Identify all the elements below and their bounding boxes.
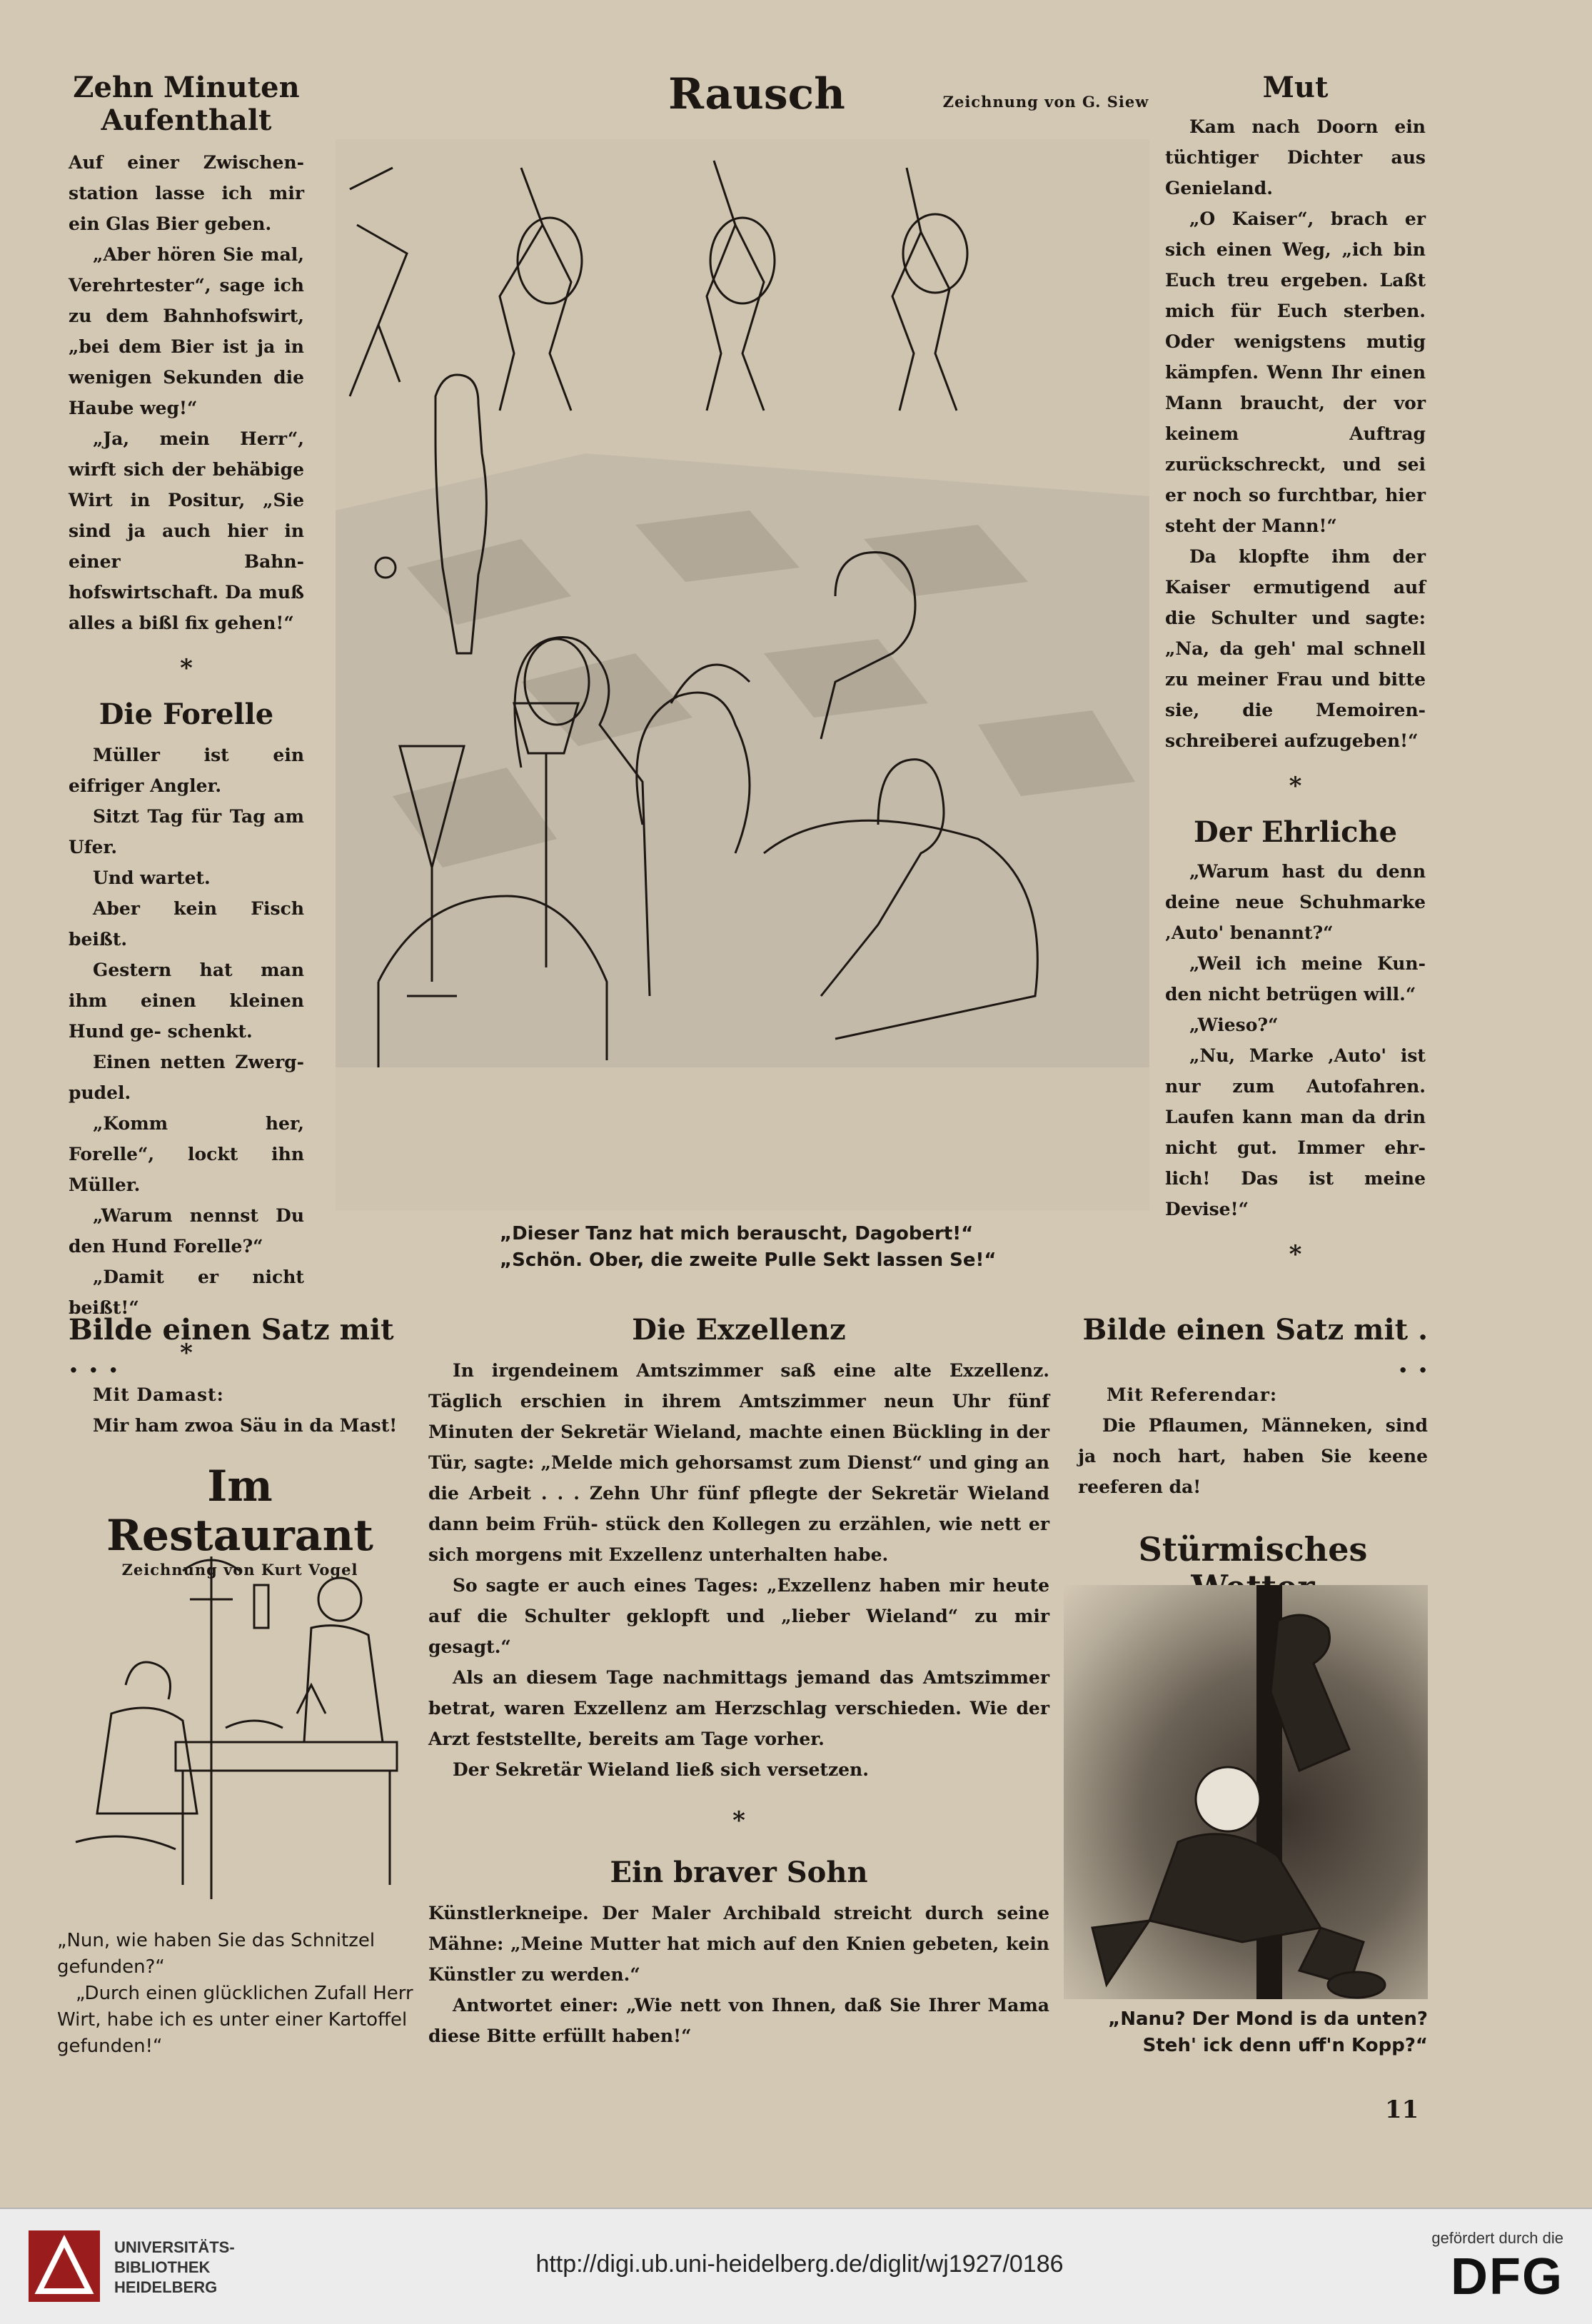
paragraph: „Weil ich meine Kun- den nicht betrügen will.“	[1165, 953, 1426, 1005]
paragraph: Als an diesem Tage nachmittags jemand das Amtszimmer betrat, waren Exzellenz am Herzschlag verschieden. Wie der Arzt feststellte, bereits am Tage vorher.	[428, 1667, 1049, 1749]
story-title-exzellenz: Die Exzellenz	[632, 1313, 846, 1347]
library-name-line: UNIVERSITÄTS-	[114, 2238, 235, 2256]
caption-line: Steh' ick denn uff'n Kopp?“	[1142, 2035, 1428, 2056]
paragraph: Auf einer Zwischen- station lasse ich mir ein Glas Bier geben.	[69, 152, 304, 234]
dance-hall-drawing	[336, 139, 1149, 1210]
separator-star: *	[180, 1339, 193, 1367]
lamppost-drawing	[1064, 1585, 1428, 1999]
paragraph: Kam nach Doorn ein tüchtiger Dichter aus Genieland.	[1165, 116, 1426, 198]
paragraph: „Wieso?“	[1189, 1015, 1279, 1035]
separator-star: *	[732, 1806, 745, 1835]
paragraph: „Damit er nicht beißt!“	[69, 1267, 304, 1318]
column-bottom-center	[428, 1314, 1049, 2051]
illustration-caption	[57, 1928, 414, 2060]
funding-text: gefördert durch die	[1431, 2229, 1563, 2247]
paragraph: Künstlerkneipe. Der Maler Archibald streicht durch seine Mähne: „Meine Mutter hat mich auf den Knien gebeten, kein Künstler zu werden.“	[428, 1903, 1049, 1985]
paragraph: Gestern hat man ihm einen kleinen Hund ge- schenkt.	[69, 960, 304, 1042]
paragraph: In irgendeinem Amtszimmer saß eine alte Exzellenz. Täglich erschien in ihrem Amtszimmer neun Uhr fünf Minuten der Sekretär Wieland, machte einen Bückling in der Tür, sagte: „Melde mich gehorsamst zum Dienst“ und ging an die Arbeit . . . Zehn Uhr fünf pflegte der Sekretär Wieland dann beim Früh- stück den Kollegen zu erzählen, wie nett er sich morgens mit Exzellenz unterhalten habe.	[428, 1360, 1049, 1565]
story-title-mut: Mut	[1262, 71, 1329, 104]
story-title-rausch: Rausch	[668, 69, 845, 119]
caption-line: „Nun, wie haben Sie das Schnitzel gefunden?“	[57, 1930, 376, 1978]
library-name-line: HEIDELBERG	[114, 2278, 218, 2296]
paragraph: „Komm her, Forelle“, lockt ihn Müller.	[69, 1113, 304, 1195]
paragraph: Mit Referendar:	[1107, 1384, 1278, 1405]
dfg-logo: DFG	[1451, 2248, 1563, 2305]
caption-line: „Durch einen glücklichen Zufall Herr Wirt, habe ich es unter einer Kartoffel gefunden!“	[57, 1983, 413, 2057]
story-title-bilde-satz: Bilde einen Satz mit . . .	[69, 1313, 394, 1379]
column-bottom-left	[69, 1314, 411, 1579]
story-title-stuermisches-wetter: Stürmisches	[1138, 1530, 1368, 1569]
paragraph: „Nu, Marke ‚Auto' ist nur zum Autofahren. Laufen kann man da drin nicht gut. Immer ehr- lich! Das ist meine Devise!“	[1165, 1045, 1426, 1219]
library-logo-icon	[29, 2230, 100, 2302]
paragraph: „Warum nennst Du den Hund Forelle?“	[69, 1205, 304, 1257]
column-left	[69, 71, 304, 1383]
story-title-zehn-minuten: Zehn Minuten Aufenthalt	[73, 71, 300, 137]
paragraph: Da klopfte ihm der Kaiser ermutigend auf die Schulter und sagte: „Na, da geh' mal schnell zu meiner Frau und bitte sie, die Memoiren- schreiberei aufzugeben!“	[1165, 546, 1426, 751]
story-title-restaurant: Im Restaurant	[106, 1462, 373, 1561]
paragraph: Der Sekretär Wieland ließ sich versetzen.	[453, 1759, 869, 1780]
caption-line: „Nanu? Der Mond is da unten?	[1108, 2008, 1428, 2030]
illustration-credit: Zeichnung von Kurt Vogel	[121, 1561, 358, 1579]
paragraph: Einen netten Zwerg- pudel.	[69, 1052, 304, 1103]
column-bottom-right	[1078, 1314, 1428, 1624]
paragraph: So sagte er auch eines Tages: „Exzellenz haben mir heute auf die Schulter geklopft und „lieber Wieland“ zu mir gesagt.“	[428, 1575, 1049, 1657]
paragraph: Mir ham zwoa Säu in da Mast!	[93, 1415, 398, 1436]
digitization-footer	[0, 2208, 1592, 2324]
paragraph: „Warum hast du denn deine neue Schuhmarke ‚Auto' benannt?“	[1165, 861, 1426, 943]
separator-star: *	[1289, 772, 1302, 800]
paragraph: Antwortet einer: „Wie nett von Ihnen, daß Sie Ihrer Mama diese Bitte erfüllt haben!“	[428, 1995, 1049, 2046]
library-name-line: BIBLIOTHEK	[114, 2258, 211, 2276]
illustration-restaurant	[69, 1542, 411, 1913]
paragraph: Müller ist ein eifriger Angler.	[69, 745, 304, 796]
source-url-link[interactable]: http://digi.ub.uni-heidelberg.de/diglit/wj1927/0186	[535, 2250, 1064, 2278]
paragraph: „O Kaiser“, brach er sich einen Weg, „ich bin Euch treu ergeben. Laßt mich für Euch sterben. Oder wenigstens mutig kämpfen. Wenn Ihr einen Mann braucht, der vor keinem Auftrag zurückschreckt, und sei er noch so furchtbar, hier steht der Mann!“	[1165, 208, 1426, 536]
story-title-ehrliche: Der Ehrliche	[1193, 815, 1398, 849]
separator-star: *	[180, 654, 193, 683]
paragraph: Und wartet.	[93, 867, 211, 888]
illustration-credit: Zeichnung von G. Siew	[942, 93, 1149, 111]
illustration-rausch	[336, 139, 1149, 1210]
illustration-stuermisches-wetter	[1064, 1585, 1428, 1999]
paragraph: Aber kein Fisch beißt.	[69, 898, 304, 950]
restaurant-drawing	[69, 1542, 411, 1913]
illustration-caption	[1078, 2006, 1428, 2059]
story-title-bilde-satz: Bilde einen Satz mit . . .	[1082, 1313, 1428, 1379]
illustration-caption	[500, 1221, 1057, 1274]
paragraph: Die Pflaumen, Männeken, sind ja noch hart, haben Sie keene reeferen da!	[1078, 1415, 1428, 1497]
paragraph: Mit Damast:	[93, 1384, 224, 1405]
column-right	[1165, 71, 1426, 1284]
funding-note	[1431, 2229, 1563, 2306]
caption-line: „Schön. Ober, die zweite Pulle Sekt lassen Se!“	[500, 1249, 997, 1271]
library-name	[114, 2238, 235, 2298]
separator-star: *	[1289, 1240, 1302, 1269]
paragraph: Sitzt Tag für Tag am Ufer.	[69, 806, 304, 857]
paragraph: „Aber hören Sie mal, Verehrtester“, sage ich zu dem Bahnhofswirt, „bei dem Bier ist ja in wenigen Sekunden die Haube weg!“	[69, 244, 304, 418]
caption-line: „Dieser Tanz hat mich berauscht, Dagobert!“	[500, 1223, 974, 1244]
story-title-forelle: Die Forelle	[99, 698, 274, 731]
story-title-braver-sohn: Ein braver Sohn	[610, 1856, 868, 1889]
paragraph: „Ja, mein Herr“, wirft sich der behäbige Wirt in Positur, „Sie sind ja auch hier in einer Bahn- hofswirtschaft. Da muß alles a bißl fix gehen!“	[69, 428, 304, 633]
page-number: 11	[1385, 2096, 1419, 2124]
